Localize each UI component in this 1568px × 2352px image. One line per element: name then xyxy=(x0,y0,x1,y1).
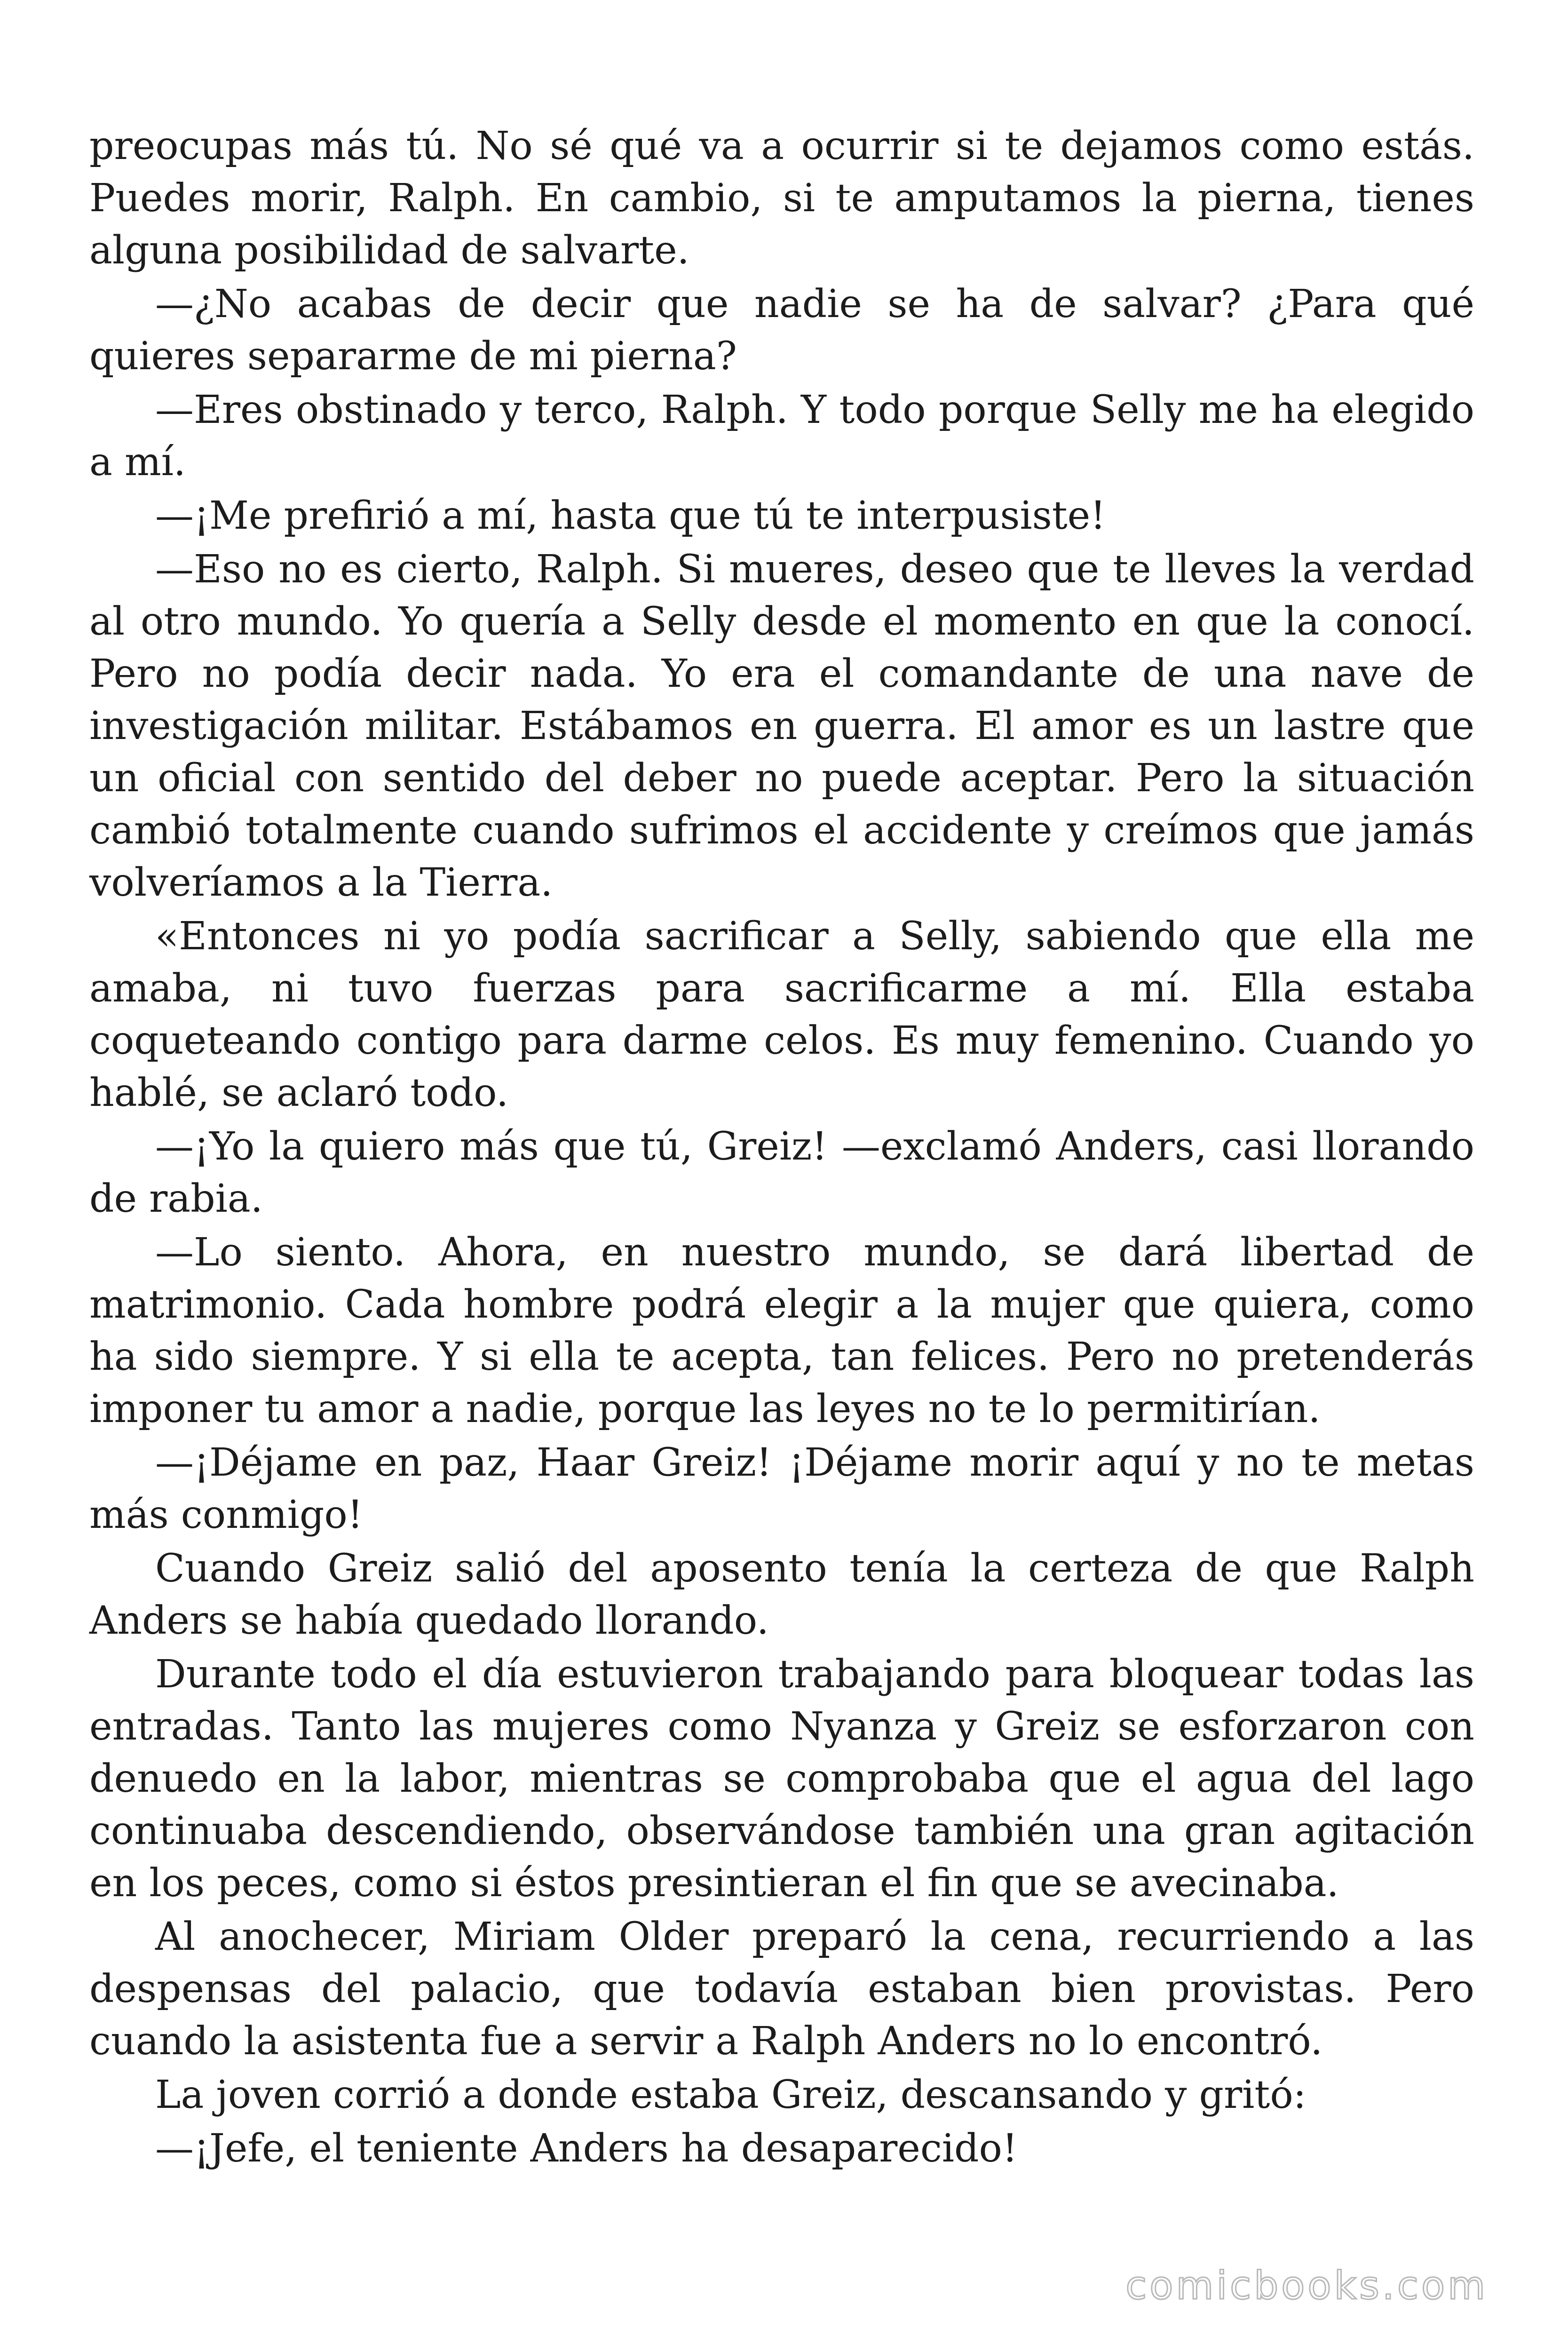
paragraph-9: —¡Déjame en paz, Haar Greiz! ¡Déjame morir aquí y no te metas más conmigo! xyxy=(89,1440,1474,1537)
paragraph-3: —Eres obstinado y terco, Ralph. Y todo porque Selly me ha elegido a mí. xyxy=(89,388,1474,485)
paragraph-13: La joven corrió a donde estaba Greiz, descansando y gritó: xyxy=(155,2073,1307,2117)
paragraph-5: —Eso no es cierto, Ralph. Si mueres, deseo que te lleves la verdad al otro mundo. Yo quería a Selly desde el momento en que la conocí. Pero no podía decir nada. Yo era el comandante de una nave de investigación militar. Estábamos en guerra. El amor es un lastre que un oficial con sentido del deber no puede aceptar. Pero la situación cambió totalmente cuando sufrimos el accidente y creímos que jamás volveríamos a la Tierra. xyxy=(89,547,1474,905)
paragraph-14: —¡Jefe, el teniente Anders ha desaparecido! xyxy=(155,2126,1018,2171)
body-text xyxy=(89,120,1474,2176)
paragraph-12: Al anochecer, Miriam Older preparó la cena, recurriendo a las despensas del palacio, que todavía estaban bien provistas. Pero cuando la asistenta fue a servir a Ralph Anders no lo encontró. xyxy=(89,1915,1474,2064)
paragraph-2: —¿No acabas de decir que nadie se ha de salvar? ¿Para qué quieres separarme de mi pierna? xyxy=(89,282,1474,379)
paragraph-11: Durante todo el día estuvieron trabajando para bloquear todas las entradas. Tanto las mujeres como Nyanza y Greiz se esforzaron con denuedo en la labor, mientras se comprobaba que el agua del lago continuaba descendiendo, observándose también una gran agitación en los peces, como si éstos presintieran el fin que se avecinaba. xyxy=(89,1652,1474,1906)
paragraph-7: —¡Yo la quiero más que tú, Greiz! —exclamó Anders, casi llorando de rabia. xyxy=(89,1124,1474,1221)
paragraph-6: «Entonces ni yo podía sacrificar a Selly, sabiendo que ella me amaba, ni tuvo fuerzas para sacrificarme a mí. Ella estaba coqueteando contigo para darme celos. Es muy femenino. Cuando yo hablé, se aclaró todo. xyxy=(89,914,1474,1115)
paragraph-4: —¡Me prefirió a mí, hasta que tú te interpusiste! xyxy=(155,493,1106,538)
paragraph-1: preocupas más tú. No sé qué va a ocurrir si te dejamos como estás. Puedes morir, Ralph. En cambio, si te amputamos la pierna, tienes alguna posibilidad de salvarte. xyxy=(89,124,1474,273)
paragraph-8: —Lo siento. Ahora, en nuestro mundo, se dará libertad de matrimonio. Cada hombre podrá elegir a la mujer que quiera, como ha sido siempre. Y si ella te acepta, tan felices. Pero no pretenderás imponer tu amor a nadie, porque las leyes no te lo permitirían. xyxy=(89,1230,1474,1431)
paragraph-10: Cuando Greiz salió del aposento tenía la certeza de que Ralph Anders se había quedado llorando. xyxy=(89,1546,1474,1643)
site-watermark: comicbooks.com xyxy=(1125,2264,1488,2308)
